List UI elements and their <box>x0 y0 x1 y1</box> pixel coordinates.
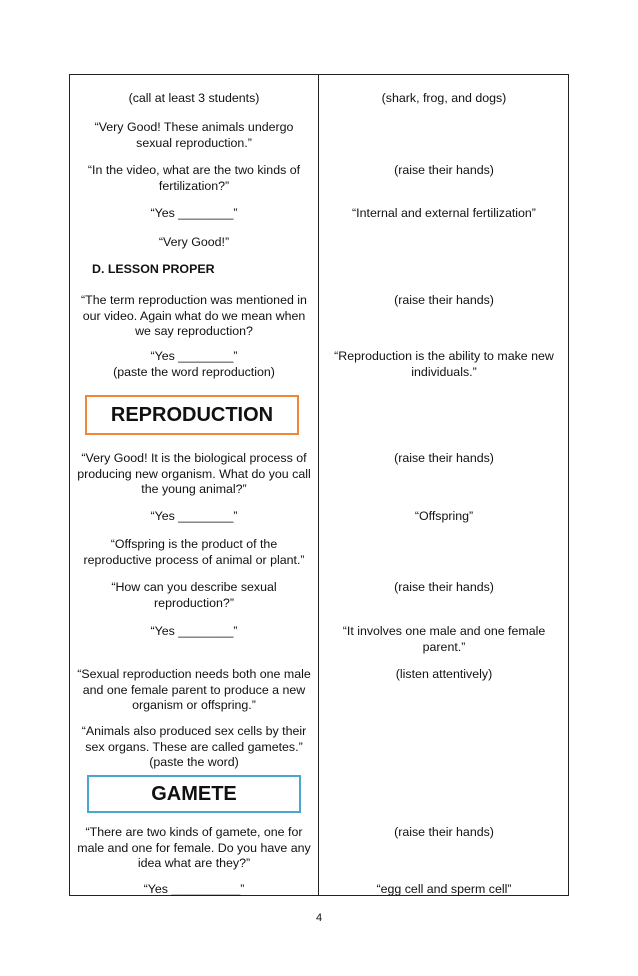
student-line: “Offspring” <box>414 509 474 523</box>
teacher-line: “The term reproduction was mentioned in our video. Again what do we mean when we say reproduction? <box>81 293 307 338</box>
student-line: “Internal and external fertilization” <box>352 206 536 220</box>
teacher-line: (call at least 3 students) <box>128 91 260 105</box>
teacher-line: “Yes ________” <box>150 206 238 220</box>
student-line: (raise their hands) <box>394 580 494 594</box>
teacher-line: “Very Good! These animals undergo sexual reproduction.” <box>94 120 294 150</box>
student-line: “Reproduction is the ability to make new individuals.” <box>334 349 554 379</box>
page-number: 4 <box>315 912 323 924</box>
teacher-line: “Yes ________” (paste the word reproduction) <box>113 349 275 379</box>
teacher-line: “Yes ________” <box>150 624 238 638</box>
teacher-line: “Yes __________” <box>143 882 245 896</box>
teacher-line: “Very Good!” <box>158 235 230 249</box>
student-line: (raise their hands) <box>394 163 494 177</box>
student-line: (raise their hands) <box>394 825 494 839</box>
teacher-line: “Sexual reproduction needs both one male and one female parent to produce a new organism or offspring.” <box>77 667 311 712</box>
student-line: (raise their hands) <box>394 451 494 465</box>
student-line: (raise their hands) <box>394 293 494 307</box>
student-line: “egg cell and sperm cell” <box>376 882 512 896</box>
student-line: (shark, frog, and dogs) <box>381 91 507 105</box>
student-line: “It involves one male and one female parent.” <box>342 624 546 654</box>
word-card-gamete: GAMETE <box>87 775 301 813</box>
column-divider <box>318 74 319 896</box>
teacher-line: “How can you describe sexual reproduction?” <box>111 580 277 610</box>
student-line: (listen attentively) <box>395 667 493 681</box>
word-card-reproduction: REPRODUCTION <box>85 395 299 435</box>
teacher-line: “Yes ________” <box>150 509 238 523</box>
teacher-line: “There are two kinds of gamete, one for male and one for female. Do you have any idea what are they?” <box>77 825 311 870</box>
teacher-line: “Offspring is the product of the reproductive process of animal or plant.” <box>83 537 305 567</box>
teacher-line: “Animals also produced sex cells by their sex organs. These are called gametes.” (paste the word) <box>81 724 307 769</box>
section-heading: D. LESSON PROPER <box>92 262 215 276</box>
teacher-line: “Very Good! It is the biological process of producing new organism. What do you call the young animal?” <box>77 451 311 496</box>
teacher-line: “In the video, what are the two kinds of fertilization?” <box>87 163 301 193</box>
